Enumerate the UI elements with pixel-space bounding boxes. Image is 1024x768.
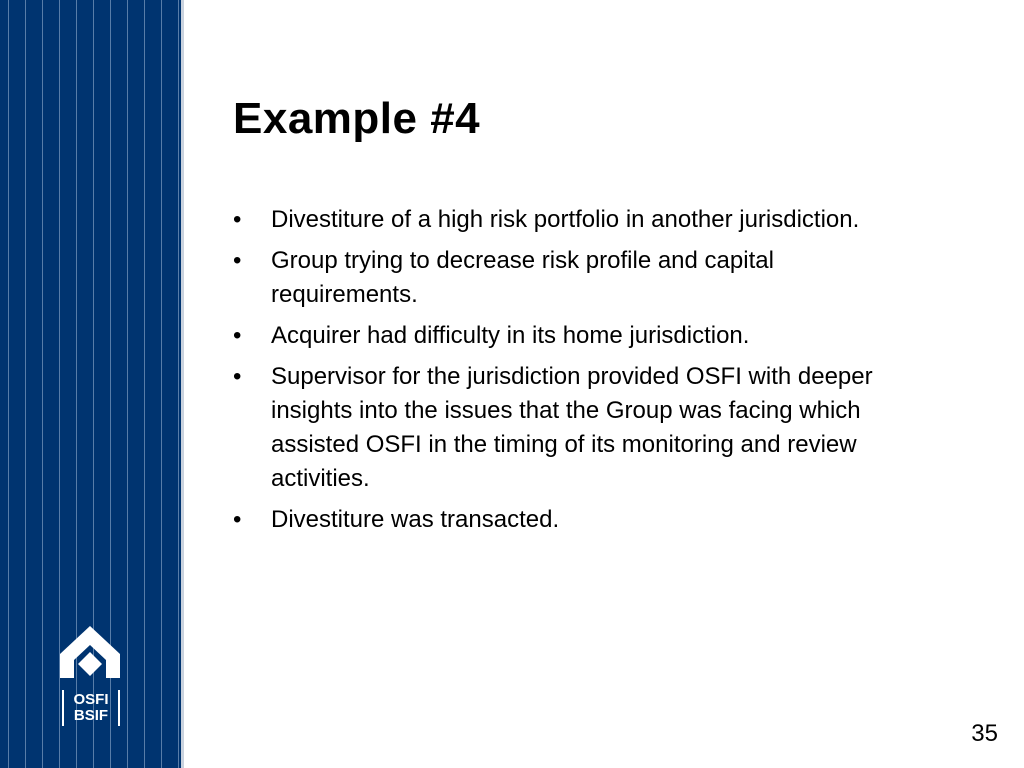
bullet-dot: • (233, 363, 242, 390)
page-number: 35 (971, 720, 998, 747)
bullet-text: Supervisor for the jurisdiction provided OSFI with deeper insights into the issues that the Group was facing which assisted OSFI in the timing of its monitoring and review activities. (271, 363, 873, 492)
bullet-text: Divestiture of a high risk portfolio in another jurisdiction. (271, 206, 860, 233)
bullet-item (233, 319, 923, 353)
bullet-item (233, 360, 923, 496)
slide-title: Example #4 (233, 94, 481, 143)
bullet-dot: • (233, 506, 242, 533)
bullet-list (233, 203, 923, 544)
bullet-item (233, 503, 923, 537)
bullet-item (233, 203, 923, 237)
sidebar-edge (181, 0, 184, 768)
bullet-item (233, 244, 923, 312)
osfi-bsif-wordmark (62, 690, 120, 726)
logo-line-bsif: BSIF (73, 707, 109, 724)
logo-line-osfi: OSFI (73, 691, 109, 708)
bullet-dot: • (233, 322, 242, 349)
bullet-dot: • (233, 206, 242, 233)
bullet-text: Group trying to decrease risk profile and capital requirements. (271, 247, 774, 308)
bullet-text: Divestiture was transacted. (271, 506, 560, 533)
bullet-dot: • (233, 247, 242, 274)
bullet-text: Acquirer had difficulty in its home jurisdiction. (271, 322, 750, 349)
osfi-logo-icon (58, 624, 122, 684)
